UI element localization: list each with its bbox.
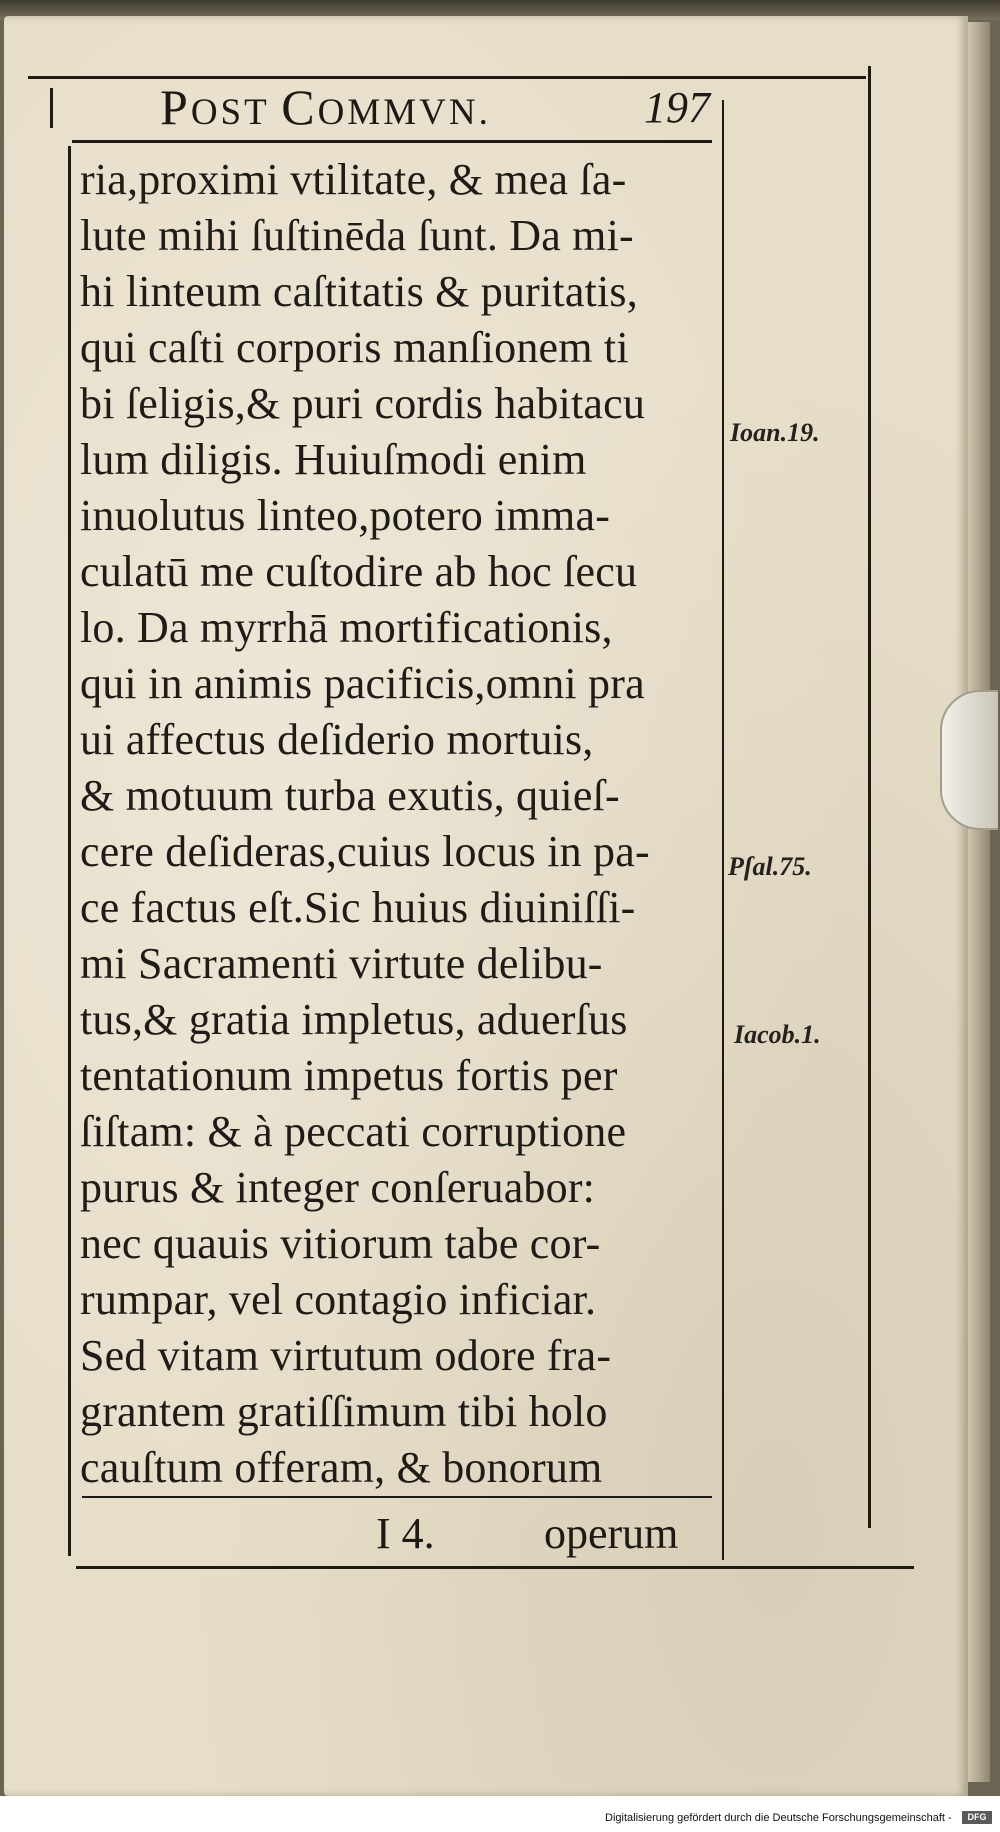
- running-title-part: P: [160, 79, 191, 135]
- margin-note-ioan: Ioan.19.: [730, 418, 820, 447]
- running-title-part: OST: [190, 92, 282, 133]
- text-line: Sed vitam virtutum odore fra-: [80, 1331, 612, 1380]
- running-title-part: C: [281, 79, 318, 135]
- text-right-rule: [722, 100, 724, 1560]
- text-line: lute mihi ſuſtinēda ſunt. Da mi-: [80, 211, 634, 260]
- header-left-tick: [50, 88, 53, 128]
- running-title: [160, 78, 491, 136]
- catchword: operum: [544, 1509, 679, 1558]
- text-line: ce factus eſt.Sic huius diuiniſſi-: [80, 883, 636, 932]
- text-line: tentationum impetus fortis per: [80, 1051, 618, 1100]
- text-line: ria,proximi vtilitate, & mea ſa-: [80, 155, 627, 204]
- signature-mark: I 4.: [376, 1509, 435, 1558]
- text-line: ui affectus deſiderio mortuis,: [80, 715, 594, 764]
- margin-note-iacob: Iacob.1.: [734, 1020, 821, 1049]
- dfg-logo: DFG: [962, 1811, 992, 1824]
- text-line: cere deſideras,cuius locus in pa-: [80, 827, 650, 876]
- text-line: ſiſtam: & à peccati corruptione: [80, 1107, 627, 1156]
- margin-right-rule: [868, 66, 871, 1528]
- text-line: culatū me cuſtodire ab hoc ſecu: [80, 547, 638, 596]
- text-line: purus & integer conſeruabor:: [80, 1163, 596, 1212]
- text-line: rumpar, vel contagio inficiar.: [80, 1275, 597, 1324]
- running-title-part: OMMVN.: [317, 92, 491, 133]
- catchline-rule: [82, 1496, 712, 1498]
- text-line: tus,& gratia impletus, aduerſus: [80, 995, 628, 1044]
- text-line: bi ſeligis,& puri cordis habitacu: [80, 379, 646, 428]
- margin-note-psal: Pſal.75.: [728, 852, 812, 881]
- page-fore-edge: [968, 22, 990, 1782]
- text-line: mi Sacramenti virtute delibu-: [80, 939, 603, 988]
- text-line: hi linteum caſtitatis & puritatis,: [80, 267, 638, 316]
- text-line: & motuum turba exutis, quieſ-: [80, 771, 620, 820]
- text-line: grantem gratiſſimum tibi holo: [80, 1387, 608, 1436]
- page-number: 197: [644, 83, 710, 132]
- header-underline: [72, 140, 712, 143]
- text-line: qui in animis pacificis,omni pra: [80, 659, 645, 708]
- frame-bottom-rule: [76, 1566, 914, 1569]
- text-line: cauſtum offeram, & bonorum: [80, 1443, 603, 1492]
- book-clip: [940, 690, 998, 830]
- text-line: qui caſti corporis manſionem ti: [80, 323, 629, 372]
- text-line: lo. Da myrrhā mortificationis,: [80, 603, 613, 652]
- frame-left-rule: [68, 146, 71, 1556]
- body-text: [80, 152, 720, 1496]
- text-line: inuolutus linteo,potero imma-: [80, 491, 611, 540]
- text-line: nec quauis vitiorum tabe cor-: [80, 1219, 601, 1268]
- digitization-credit: Digitalisierung gefördert durch die Deutsche Forschungsgemeinschaft -: [605, 1812, 952, 1824]
- text-line: lum diligis. Huiuſmodi enim: [80, 435, 587, 484]
